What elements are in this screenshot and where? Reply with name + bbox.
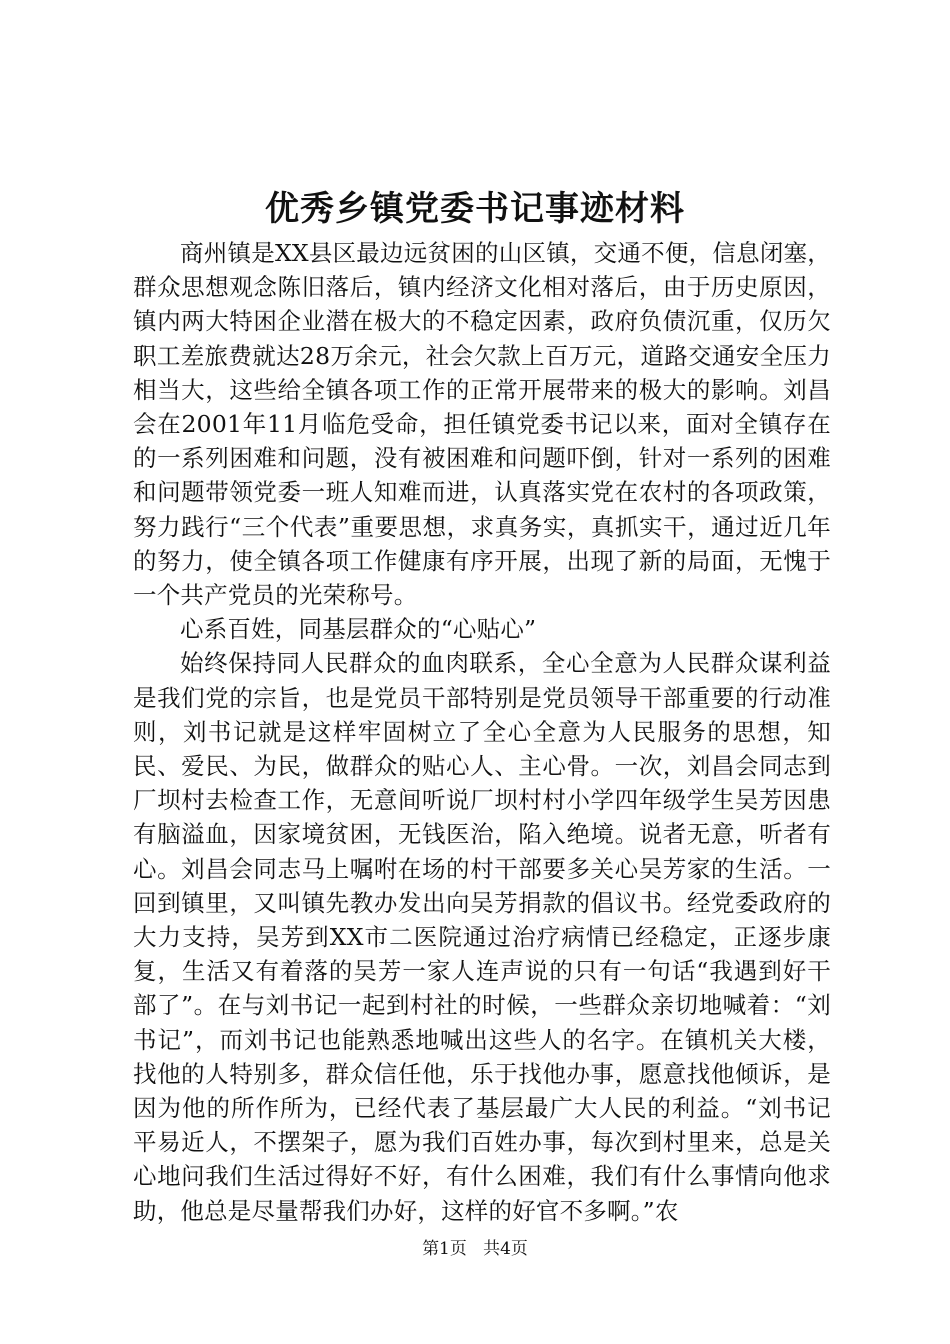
document-title: 优秀乡镇党委书记事迹材料 <box>265 189 685 229</box>
paragraph-main: 始终保持同人民群众的血肉联系，全心全意为人民群众谋利益是我们党的宗旨，也是党员干部特别是党员领导干部重要的行动准则，刘书记就是这样牢固树立了全心全意为人民服务的思想，知民、爱民、为民，做群众的贴心人、主心骨。一次，刘昌会同志到厂坝村去检查工作，无意间听说厂坝村村小学四年级学生吴芳因患有脑溢血，因家境贫困，无钱医治，陷入绝境。说者无意，听者有心。刘昌会同志马上嘱咐在场的村干部要多关心吴芳家的生活。一回到镇里，又叫镇先教办发出向吴芳捐款的倡议书。经党委政府的大力支持，吴芳到XX市二医院通过治疗病情已经稳定，正逐步康复，生活又有着落的吴芳一家人连声说的只有一句话“我遇到好干部了”。在与刘书记一起到村社的时候，一些群众亲切地喊着：“刘书记”，而刘书记也能熟悉地喊出这些人的名字。在镇机关大楼，找他的人特别多，群众信任他，乐于找他办事，愿意找他倾诉，是因为他的所作所为，已经代表了基层最广大人民的利益。“刘书记平易近人，不摆架子，愿为我们百姓办事，每次到村里来，总是关心地问我们生活过得好不好，有什么困难，我们有什么事情向他求助，他总是尽量帮我们办好，这样的好官不多啊。”农 <box>133 649 831 1225</box>
document-body <box>133 236 831 1228</box>
page-footer <box>0 1237 950 1261</box>
paragraph-intro: 商州镇是XX县区最边远贫困的山区镇，交通不便，信息闭塞，群众思想观念陈旧落后，镇内经济文化相对落后，由于历史原因，镇内两大特困企业潜在极大的不稳定因素，政府负债沉重，仅历欠职工差旅费就达28万余元，社会欠款上百万元，道路交通安全压力相当大，这些给全镇各项工作的正常开展带来的极大的影响。刘昌会在2001年11月临危受命，担任镇党委书记以来，面对全镇存在的一系列困难和问题，没有被困难和问题吓倒，针对一系列的困难和问题带领党委一班人知难而进，认真落实党在农村的各项政策，努力践行“三个代表”重要思想，求真务实，真抓实干，通过近几年的努力，使全镇各项工作健康有序开展，出现了新的局面，无愧于一个共产党员的光荣称号。 <box>133 239 831 610</box>
paragraph-heading: 心系百姓，同基层群众的“心贴心” <box>180 615 537 644</box>
page-separator <box>472 1239 477 1259</box>
page-number: 第1页 <box>422 1239 467 1259</box>
page-total: 共4页 <box>483 1239 528 1259</box>
